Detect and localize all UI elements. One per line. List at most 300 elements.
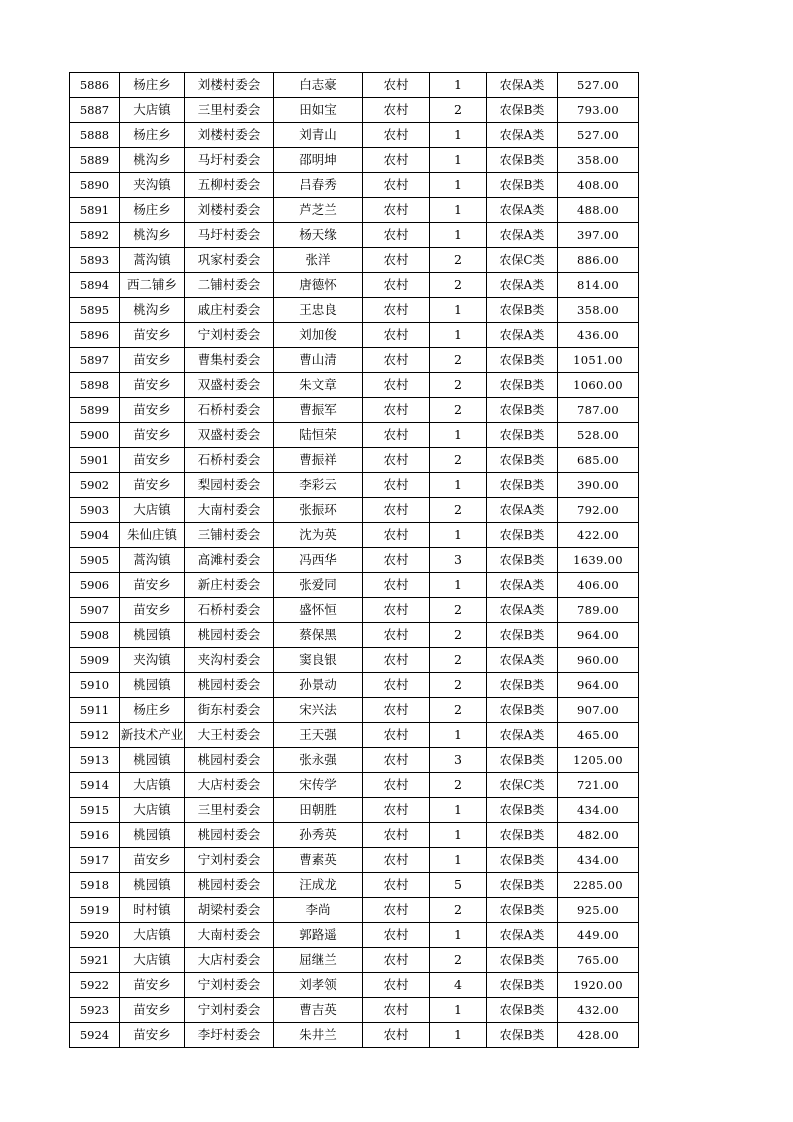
residence-type-cell: 农村 [363,648,430,673]
amount-cell: 1639.00 [558,548,639,573]
amount-cell: 408.00 [558,173,639,198]
household-size-cell: 4 [430,973,487,998]
name-cell: 窦良银 [274,648,363,673]
table-row [70,473,639,498]
serial-number-cell: 5920 [70,923,120,948]
village-committee-cell: 石桥村委会 [185,598,274,623]
village-committee-cell: 双盛村委会 [185,373,274,398]
amount-cell: 449.00 [558,923,639,948]
table-row [70,248,639,273]
name-cell: 李尚 [274,898,363,923]
residence-type-cell: 农村 [363,173,430,198]
serial-number-cell: 5903 [70,498,120,523]
insurance-category-cell: 农保B类 [487,348,558,373]
table-row [70,398,639,423]
insurance-category-cell: 农保B类 [487,398,558,423]
serial-number-cell: 5915 [70,798,120,823]
household-size-cell: 5 [430,873,487,898]
serial-number-cell: 5899 [70,398,120,423]
residence-type-cell: 农村 [363,798,430,823]
residence-type-cell: 农村 [363,823,430,848]
household-size-cell: 2 [430,398,487,423]
serial-number-cell: 5892 [70,223,120,248]
serial-number-cell: 5905 [70,548,120,573]
serial-number-cell: 5911 [70,698,120,723]
village-committee-cell: 桃园村委会 [185,748,274,773]
village-committee-cell: 宁刘村委会 [185,323,274,348]
table-row [70,998,639,1023]
township-cell: 朱仙庄镇 [120,523,185,548]
township-cell: 大店镇 [120,798,185,823]
township-cell: 苗安乡 [120,448,185,473]
insurance-category-cell: 农保B类 [487,298,558,323]
amount-cell: 358.00 [558,148,639,173]
name-cell: 朱文章 [274,373,363,398]
table-row [70,298,639,323]
insurance-category-cell: 农保B类 [487,673,558,698]
name-cell: 陆恒荣 [274,423,363,448]
household-size-cell: 2 [430,648,487,673]
residence-type-cell: 农村 [363,923,430,948]
village-committee-cell: 桃园村委会 [185,623,274,648]
name-cell: 刘孝领 [274,973,363,998]
name-cell: 汪成龙 [274,873,363,898]
table-row [70,873,639,898]
township-cell: 大店镇 [120,98,185,123]
amount-cell: 960.00 [558,648,639,673]
serial-number-cell: 5894 [70,273,120,298]
residence-type-cell: 农村 [363,273,430,298]
village-committee-cell: 石桥村委会 [185,448,274,473]
table-row [70,973,639,998]
township-cell: 夹沟镇 [120,648,185,673]
township-cell: 新技术产业 [120,723,185,748]
table-row [70,173,639,198]
household-size-cell: 2 [430,948,487,973]
insurance-category-cell: 农保A类 [487,198,558,223]
serial-number-cell: 5901 [70,448,120,473]
insurance-category-cell: 农保A类 [487,73,558,98]
amount-cell: 358.00 [558,298,639,323]
name-cell: 曹素英 [274,848,363,873]
township-cell: 苗安乡 [120,398,185,423]
amount-cell: 432.00 [558,998,639,1023]
village-committee-cell: 二铺村委会 [185,273,274,298]
serial-number-cell: 5896 [70,323,120,348]
serial-number-cell: 5895 [70,298,120,323]
village-committee-cell: 石桥村委会 [185,398,274,423]
insurance-category-cell: 农保A类 [487,723,558,748]
amount-cell: 964.00 [558,673,639,698]
amount-cell: 793.00 [558,98,639,123]
name-cell: 王忠良 [274,298,363,323]
insurance-category-cell: 农保B类 [487,973,558,998]
amount-cell: 406.00 [558,573,639,598]
insurance-category-cell: 农保B类 [487,848,558,873]
residence-type-cell: 农村 [363,523,430,548]
household-size-cell: 2 [430,623,487,648]
name-cell: 冯西华 [274,548,363,573]
table-row [70,648,639,673]
table-row [70,573,639,598]
residence-type-cell: 农村 [363,298,430,323]
household-size-cell: 2 [430,698,487,723]
table-row [70,848,639,873]
township-cell: 桃园镇 [120,673,185,698]
township-cell: 桃园镇 [120,623,185,648]
residence-type-cell: 农村 [363,223,430,248]
amount-cell: 789.00 [558,598,639,623]
village-committee-cell: 三里村委会 [185,98,274,123]
amount-cell: 1051.00 [558,348,639,373]
township-cell: 苗安乡 [120,348,185,373]
residence-type-cell: 农村 [363,398,430,423]
township-cell: 苗安乡 [120,848,185,873]
name-cell: 宋兴法 [274,698,363,723]
residence-type-cell: 农村 [363,723,430,748]
table-row [70,198,639,223]
household-size-cell: 1 [430,223,487,248]
amount-cell: 390.00 [558,473,639,498]
household-size-cell: 2 [430,898,487,923]
village-committee-cell: 三铺村委会 [185,523,274,548]
township-cell: 大店镇 [120,498,185,523]
household-size-cell: 1 [430,298,487,323]
serial-number-cell: 5916 [70,823,120,848]
name-cell: 郭路遥 [274,923,363,948]
name-cell: 张爱同 [274,573,363,598]
table-row [70,798,639,823]
township-cell: 苗安乡 [120,598,185,623]
serial-number-cell: 5912 [70,723,120,748]
amount-cell: 814.00 [558,273,639,298]
household-size-cell: 1 [430,423,487,448]
household-size-cell: 1 [430,823,487,848]
village-committee-cell: 夹沟村委会 [185,648,274,673]
table-row [70,598,639,623]
insurance-category-cell: 农保A类 [487,123,558,148]
insurance-category-cell: 农保B类 [487,173,558,198]
amount-cell: 434.00 [558,848,639,873]
residence-type-cell: 农村 [363,998,430,1023]
residence-type-cell: 农村 [363,548,430,573]
township-cell: 苗安乡 [120,1023,185,1048]
village-committee-cell: 桃园村委会 [185,823,274,848]
amount-cell: 765.00 [558,948,639,973]
amount-cell: 528.00 [558,423,639,448]
name-cell: 张振环 [274,498,363,523]
township-cell: 大店镇 [120,773,185,798]
amount-cell: 1205.00 [558,748,639,773]
residence-type-cell: 农村 [363,473,430,498]
household-size-cell: 1 [430,1023,487,1048]
residence-type-cell: 农村 [363,148,430,173]
township-cell: 桃园镇 [120,823,185,848]
insurance-category-cell: 农保B类 [487,473,558,498]
amount-cell: 397.00 [558,223,639,248]
insurance-category-cell: 农保B类 [487,623,558,648]
name-cell: 曹振祥 [274,448,363,473]
table-row [70,323,639,348]
household-size-cell: 1 [430,998,487,1023]
amount-cell: 925.00 [558,898,639,923]
household-size-cell: 1 [430,198,487,223]
village-committee-cell: 梨园村委会 [185,473,274,498]
serial-number-cell: 5924 [70,1023,120,1048]
table-row [70,498,639,523]
serial-number-cell: 5902 [70,473,120,498]
serial-number-cell: 5909 [70,648,120,673]
residence-type-cell: 农村 [363,873,430,898]
residence-type-cell: 农村 [363,1023,430,1048]
table-row [70,773,639,798]
table-row [70,98,639,123]
name-cell: 吕春秀 [274,173,363,198]
township-cell: 苗安乡 [120,998,185,1023]
name-cell: 蔡保黑 [274,623,363,648]
serial-number-cell: 5907 [70,598,120,623]
serial-number-cell: 5893 [70,248,120,273]
insurance-category-cell: 农保B类 [487,423,558,448]
village-committee-cell: 五柳村委会 [185,173,274,198]
township-cell: 杨庄乡 [120,123,185,148]
insurance-category-cell: 农保A类 [487,223,558,248]
table-row [70,823,639,848]
table-row [70,923,639,948]
table-row [70,548,639,573]
name-cell: 曹山清 [274,348,363,373]
insurance-category-cell: 农保A类 [487,573,558,598]
residence-type-cell: 农村 [363,598,430,623]
township-cell: 时村镇 [120,898,185,923]
serial-number-cell: 5887 [70,98,120,123]
village-committee-cell: 曹集村委会 [185,348,274,373]
village-committee-cell: 大店村委会 [185,773,274,798]
township-cell: 蒿沟镇 [120,248,185,273]
village-committee-cell: 宁刘村委会 [185,848,274,873]
serial-number-cell: 5923 [70,998,120,1023]
village-committee-cell: 高滩村委会 [185,548,274,573]
residence-type-cell: 农村 [363,248,430,273]
village-committee-cell: 宁刘村委会 [185,998,274,1023]
township-cell: 苗安乡 [120,323,185,348]
residence-type-cell: 农村 [363,573,430,598]
amount-cell: 527.00 [558,123,639,148]
residence-type-cell: 农村 [363,623,430,648]
township-cell: 西二铺乡 [120,273,185,298]
table-row [70,1023,639,1048]
table-row [70,898,639,923]
table-row [70,273,639,298]
insurance-category-cell: 农保A类 [487,498,558,523]
table-row [70,523,639,548]
serial-number-cell: 5913 [70,748,120,773]
household-size-cell: 2 [430,448,487,473]
name-cell: 邵明坤 [274,148,363,173]
insurance-category-cell: 农保A类 [487,648,558,673]
township-cell: 苗安乡 [120,973,185,998]
village-committee-cell: 刘楼村委会 [185,123,274,148]
residence-type-cell: 农村 [363,948,430,973]
insurance-category-cell: 农保B类 [487,798,558,823]
residence-type-cell: 农村 [363,673,430,698]
village-committee-cell: 刘楼村委会 [185,73,274,98]
name-cell: 盛怀恒 [274,598,363,623]
serial-number-cell: 5904 [70,523,120,548]
township-cell: 桃沟乡 [120,298,185,323]
residence-type-cell: 农村 [363,773,430,798]
table-row [70,448,639,473]
household-size-cell: 3 [430,748,487,773]
amount-cell: 886.00 [558,248,639,273]
name-cell: 刘加俊 [274,323,363,348]
serial-number-cell: 5910 [70,673,120,698]
household-size-cell: 2 [430,773,487,798]
village-committee-cell: 大店村委会 [185,948,274,973]
village-committee-cell: 双盛村委会 [185,423,274,448]
amount-cell: 907.00 [558,698,639,723]
insurance-category-cell: 农保B类 [487,998,558,1023]
serial-number-cell: 5918 [70,873,120,898]
insurance-category-cell: 农保C类 [487,248,558,273]
amount-cell: 422.00 [558,523,639,548]
household-size-cell: 2 [430,598,487,623]
serial-number-cell: 5888 [70,123,120,148]
household-size-cell: 2 [430,673,487,698]
township-cell: 杨庄乡 [120,198,185,223]
residence-type-cell: 农村 [363,323,430,348]
name-cell: 孙秀英 [274,823,363,848]
insurance-category-cell: 农保B类 [487,548,558,573]
name-cell: 屈继兰 [274,948,363,973]
name-cell: 白志豪 [274,73,363,98]
household-size-cell: 1 [430,523,487,548]
table-row [70,348,639,373]
village-committee-cell: 大南村委会 [185,498,274,523]
insurance-category-cell: 农保A类 [487,598,558,623]
household-size-cell: 2 [430,348,487,373]
insurance-category-cell: 农保B类 [487,448,558,473]
amount-cell: 488.00 [558,198,639,223]
residence-type-cell: 农村 [363,348,430,373]
household-size-cell: 1 [430,573,487,598]
name-cell: 孙景动 [274,673,363,698]
household-size-cell: 2 [430,248,487,273]
table-row [70,748,639,773]
village-committee-cell: 桃园村委会 [185,873,274,898]
serial-number-cell: 5906 [70,573,120,598]
residence-type-cell: 农村 [363,698,430,723]
village-committee-cell: 李圩村委会 [185,1023,274,1048]
village-committee-cell: 街东村委会 [185,698,274,723]
name-cell: 张洋 [274,248,363,273]
insurance-category-cell: 农保B类 [487,523,558,548]
table-row [70,223,639,248]
name-cell: 张永强 [274,748,363,773]
residence-type-cell: 农村 [363,748,430,773]
name-cell: 芦芝兰 [274,198,363,223]
village-committee-cell: 马圩村委会 [185,148,274,173]
name-cell: 曹振军 [274,398,363,423]
insurance-category-cell: 农保B类 [487,373,558,398]
residence-type-cell: 农村 [363,98,430,123]
residence-type-cell: 农村 [363,198,430,223]
household-size-cell: 2 [430,98,487,123]
insurance-category-cell: 农保B类 [487,898,558,923]
residence-type-cell: 农村 [363,448,430,473]
amount-cell: 792.00 [558,498,639,523]
name-cell: 刘青山 [274,123,363,148]
household-size-cell: 1 [430,323,487,348]
household-size-cell: 1 [430,923,487,948]
amount-cell: 465.00 [558,723,639,748]
serial-number-cell: 5898 [70,373,120,398]
township-cell: 大店镇 [120,948,185,973]
serial-number-cell: 5890 [70,173,120,198]
serial-number-cell: 5889 [70,148,120,173]
table-row [70,723,639,748]
village-committee-cell: 宁刘村委会 [185,973,274,998]
residence-type-cell: 农村 [363,373,430,398]
table-row [70,73,639,98]
village-committee-cell: 大王村委会 [185,723,274,748]
township-cell: 桃沟乡 [120,223,185,248]
household-size-cell: 1 [430,723,487,748]
household-size-cell: 1 [430,848,487,873]
village-committee-cell: 三里村委会 [185,798,274,823]
residence-type-cell: 农村 [363,123,430,148]
village-committee-cell: 胡梁村委会 [185,898,274,923]
table-row [70,373,639,398]
insurance-category-cell: 农保B类 [487,98,558,123]
roster-body [70,73,639,1048]
residence-type-cell: 农村 [363,498,430,523]
household-size-cell: 3 [430,548,487,573]
township-cell: 苗安乡 [120,473,185,498]
amount-cell: 436.00 [558,323,639,348]
table-row [70,948,639,973]
amount-cell: 482.00 [558,823,639,848]
amount-cell: 434.00 [558,798,639,823]
village-committee-cell: 刘楼村委会 [185,198,274,223]
household-size-cell: 1 [430,798,487,823]
township-cell: 夹沟镇 [120,173,185,198]
township-cell: 杨庄乡 [120,73,185,98]
amount-cell: 964.00 [558,623,639,648]
name-cell: 田如宝 [274,98,363,123]
residence-type-cell: 农村 [363,898,430,923]
name-cell: 李彩云 [274,473,363,498]
insurance-category-cell: 农保B类 [487,873,558,898]
insurance-category-cell: 农保A类 [487,273,558,298]
household-size-cell: 1 [430,123,487,148]
amount-cell: 1060.00 [558,373,639,398]
village-committee-cell: 桃园村委会 [185,673,274,698]
household-size-cell: 2 [430,273,487,298]
amount-cell: 787.00 [558,398,639,423]
household-size-cell: 2 [430,373,487,398]
serial-number-cell: 5917 [70,848,120,873]
name-cell: 宋传学 [274,773,363,798]
insurance-category-cell: 农保B类 [487,698,558,723]
name-cell: 曹吉英 [274,998,363,1023]
household-size-cell: 1 [430,173,487,198]
township-cell: 杨庄乡 [120,698,185,723]
household-size-cell: 1 [430,148,487,173]
village-committee-cell: 马圩村委会 [185,223,274,248]
township-cell: 桃沟乡 [120,148,185,173]
amount-cell: 428.00 [558,1023,639,1048]
